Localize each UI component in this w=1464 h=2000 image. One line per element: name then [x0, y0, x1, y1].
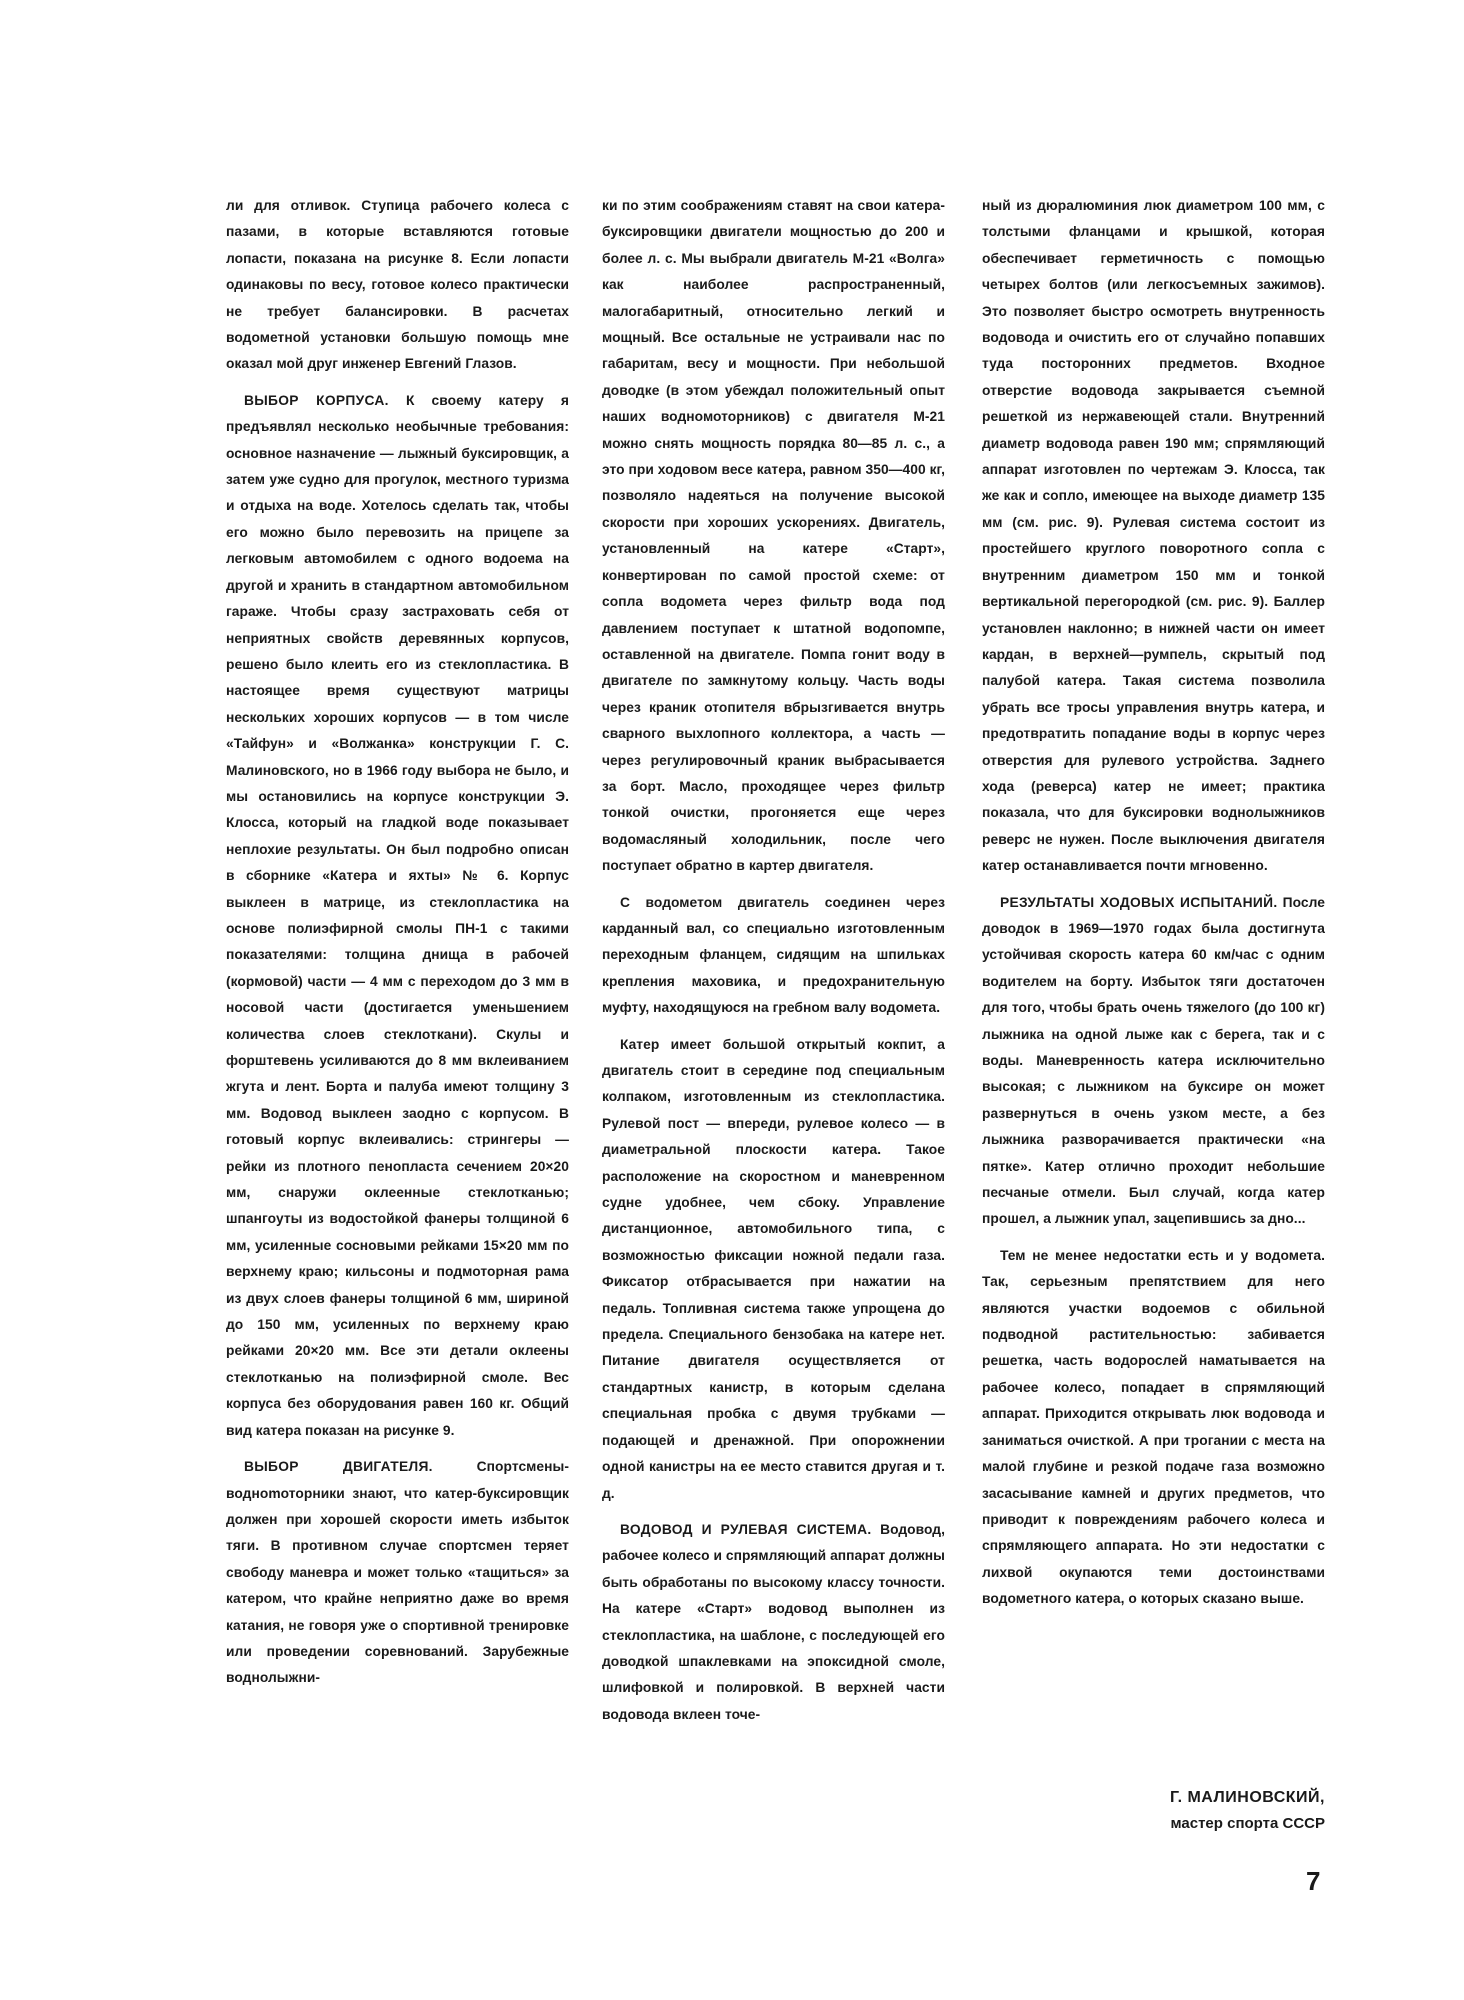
page-number: 7	[1306, 1866, 1321, 1896]
section-text: Спортсмены-воднomоторники знают, что катер-буксировщик должен при хорошей скорости иметь избыток тяги. В противном случае спортсмен теряет свободу маневра и может только «тащиться» за катером, что крайне неприятно даже во время катания, не говоря уже о спортивной тренировке или проведении соревнований. Зарубежные воднолыжни-	[226, 1459, 570, 1686]
column-2	[602, 193, 945, 1738]
column-1	[226, 193, 569, 1702]
section-text: Водовод, рабочее колесо и спрямляющий аппарат должны быть обработаны по высокому классу точности. На катере «Старт» водовод выполнен из стеклопластика, на шаблоне, с последующей его доводкой шпаклевками на эпоксидной смоле, шлифовкой и полировкой. В верхней части водовода вклеен точе-	[602, 1521, 945, 1722]
section-text: К своему катеру я предъявлял несколько необычные требования: основное назначение — лыжный буксировщик, а затем уже судно для прогулок, местного туризма и отдыха на воде. Хотелось сделать так, чтобы его можно было перевозить на прицепе за легковым автомобилем с одного водоема на другой и хранить в стандартном автомобильном гараже. Чтобы сразу застраховать себя от неприятных свойств деревянных корпусов, решено было клеить его из стеклопластика. В настоящее время существуют матрицы нескольких хороших корпусов — в том числе «Тайфун» и «Волжанка» конструкции Г. С. Малиновского, но в 1966 году выбора не было, и мы остановились на корпусе конструкции Э. Клосса, который на гладкой воде показывает неплохие результаты. Он был подробно описан в сборнике «Катера и яхты» № 6. Корпус выклеен в матрице, из стеклопластика на основе полиэфирной смолы ПН-1 с такими показателями: толщина днища в рабочей (кормовой) части — 4 мм с переходом до 3 мм в носовой части (достигается уменьшением количества слоев стеклоткани). Скулы и форштевень усиливаются до 8 мм вклеиванием жгута и лент. Борта и палуба имеют толщину 3 мм. Водовод выклеен заодно с корпусом. В готовый корпус вклеивались: стрингеры — рейки из плотного пенопласта сечением 20×20 мм, снаружи оклеенные стеклотканью; шпангоуты из водостойкой фанеры толщиной 6 мм, усиленные сосновыми рейками 15×20 мм по верхнему краю; кильсоны и подмоторная рама из двух слоев фанеры толщиной 6 мм, шириной до 150 мм, усиленных по верхнему краю рейками 20×20 мм. Все эти детали оклеены стеклотканью на полиэфирной смоле. Вес корпуса без оборудования равен 160 кг. Общий вид катера показан на рисунке 9.	[226, 392, 569, 1438]
paragraph: ли для отливок. Ступица рабочего колеса с пазами, в которые вставляются готовые лопасти, показана на рисунке 8. Если лопасти одинаковы по весу, готовое колесо практически не требует балансировки. В расчетах водометной установки большую помощь мне оказал мой друг инженер Евгений Глазов.	[226, 198, 569, 372]
section-heading: ВЫБОР ДВИГАТЕЛЯ.	[243, 1459, 433, 1475]
paragraph: ный из дюралюминия люк диаметром 100 мм, с толстыми фланцами и крышкой, которая обеспечивает герметичность с помощью четырех болтов (или легкосъемных зажимов). Это позволяет быстро осмотреть внутренность водовода и очистить его от случайно попавших туда посторонних предметов. Входное отверстие водовода закрывается съемной решеткой из нержавеющей стали. Внутренний диаметр водовода равен 190 мм; спрямляющий аппарат изготовлен по чертежам Э. Клосса, так же как и сопло, имеющее на выходе диаметр 135 мм (см. рис. 9). Рулевая система состоит из простейшего круглого поворотного сопла с внутренним диаметром 150 мм и тонкой вертикальной перегородкой (см. рис. 9). Баллер установлен наклонно; в нижней части он имеет кардан, в верхней—румпель, скрытый под палубой катера. Такая система позволила убрать все тросы управления внутрь катера, и предотвратить попадание воды в корпус через отверстия для рулевого устройства. Заднего хода (реверса) катер не имеет; практика показала, что для буксировки воднолыжников реверс не нужен. После выключения двигателя катер останавливается почти мгновенно.	[982, 198, 1325, 874]
section-heading: ВОДОВОД И РУЛЕВАЯ СИСТЕМА.	[619, 1521, 872, 1537]
section-heading: РЕЗУЛЬТАТЫ ХОДОВЫХ ИСПЫТАНИЙ.	[999, 894, 1278, 910]
section-text: После доводок в 1969—1970 годах была достигнута устойчивая скорость катера 60 км/час с одним водителем на борту. Избыток тяги достаточен для того, чтобы брать очень тяжелого (до 100 кг) лыжника на одной лыже как с берега, так и с воды. Маневренность катера исключительно высокая; с лыжником на буксире он может развернуться в очень узком месте, а без лыжника разворачивается практически «на пятке». Катер отлично проходит небольшие песчаные отмели. Был случай, когда катер прошел, а лыжник упал, зацепившись за дно...	[982, 894, 1325, 1227]
paragraph: С водометом двигатель соединен через карданный вал, со специально изготовленным переходным фланцем, сидящим на шпильках крепления маховика, и предохранительную муфту, находящуюся на гребном валу водомета.	[602, 894, 945, 1016]
section-test-results	[982, 890, 1325, 1233]
section-waterway-steering	[602, 1517, 945, 1728]
paragraph: Катер имеет большой открытый кокпит, а двигатель стоит в середине под специальным колпаком, изготовленным из стеклопластика. Рулевой пост — впереди, рулевое колесо — в диаметральной плоскости катера. Такое расположение на скоростном и маневренном судне удобнее, чем сбоку. Управление дистанционное, автомобильного типа, с возможностью фиксации ножной педали газа. Фиксатор отбрасывается при нажатии на педаль. Топливная система также упрощена до предела. Специального бензобака на катере нет. Питание двигателя осуществляется от стандартных канистр, в которым сделана специальная пробка с двумя трубками — подающей и дренажной. При опорожнении одной канистры на ее место ставится другая и т. д.	[602, 1036, 945, 1501]
section-choose-hull	[226, 388, 569, 1444]
author-signature	[982, 1785, 1325, 1837]
section-choose-engine	[226, 1454, 569, 1692]
paragraph: Тем не менее недостатки есть и у водомета. Так, серьезным препятствием для него являются участки водоемов с обильной подводной растительностью: забивается решетка, часть водорослей наматывается на рабочее колесо, попадает в спрямляющий аппарат. Приходится открывать люк водовода и заниматься очисткой. А при трогании с места на малой глубине и резкой подаче газа возможно засасывание камней и других предметов, что приводит к повреждениям рабочего колеса и спрямляющего аппарата. Но эти недостатки с лихвой окупаются теми достоинствами водометного катера, о которых сказано выше.	[982, 1247, 1325, 1607]
column-3	[982, 193, 1325, 1623]
author-name: Г. МАЛИНОВСКИЙ,	[1170, 1789, 1325, 1806]
paragraph: ки по этим соображениям ставят на свои катера-буксировщики двигатели мощностью до 200 и более л. с. Мы выбрали двигатель М-21 «Волга» как наиболее распространенный, малогабаритный, относительно легкий и мощный. Все остальные не устраивали нас по габаритам, весу и мощности. При небольшой доводке (в этом убеждал положительный опыт наших водномоторников) с двигателя М-21 можно снять мощность порядка 80—85 л. с., а это при ходовом весе катера, равном 350—400 кг, позволяло надеяться на получение высокой скорости при хороших ускорениях. Двигатель, установленный на катере «Старт», конвертирован по самой простой схеме: от сопла водомета через фильтр вода под давлением поступает к штатной водопомпе, оставленной на двигателе. Помпа гонит воду в двигателе по замкнутому кольцу. Часть воды через краник отопителя вбрызгивается внутрь сварного выхлопного коллектора, а часть — через регулировочный краник выбрасывается за борт. Масло, проходящее через фильтр тонкой очистки, прогоняется еще через водомасляный холодильник, после чего поступает обратно в картер двигателя.	[602, 198, 945, 874]
author-title: мастер спорта СССР	[1170, 1815, 1325, 1832]
section-heading: ВЫБОР КОРПУСА.	[243, 392, 389, 408]
